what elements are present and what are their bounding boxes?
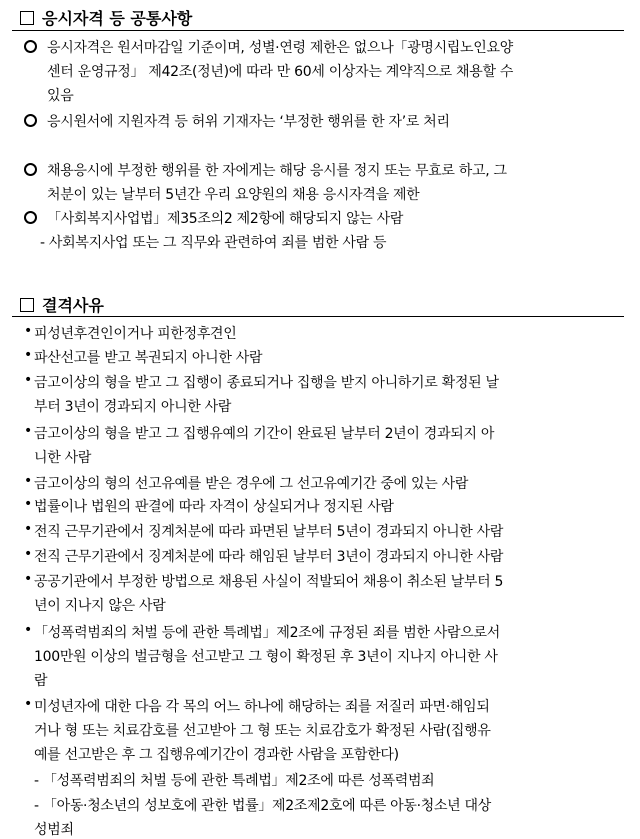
list-item-line: 100만원 이상의 벌금형을 선고받고 그 형이 확정된 후 3년이 지나지 아니한 사 (34, 649, 498, 665)
bullet-dot: • (24, 521, 32, 537)
checkbox-square-icon (20, 298, 34, 312)
list-item-line: 「성폭력범죄의 처벌 등에 관한 특례법」제2조에 규정된 죄를 범한 사람으로서 (34, 625, 500, 641)
list-item-line: 금고이상의 형을 받고 그 집행이 종료되거나 집행을 받지 아니하기로 확정된 날 (34, 375, 499, 391)
sub-line: - 「아동·청소년의 성보호에 관한 법률」제2조제2호에 따른 아동·청소년 대상 (34, 798, 491, 814)
section-heading-common (20, 6, 192, 29)
list-item-line: 부터 3년이 경과되지 아니한 사람 (34, 399, 232, 415)
list-item-line: 공공기관에서 부정한 방법으로 채용된 사실이 적발되어 채용이 취소된 날부터 5 (34, 574, 504, 590)
sub-line: 성범죄 (34, 822, 74, 838)
list-item-line: 니한 사람 (34, 450, 92, 466)
list-item-line: 거나 형 또는 치료감호를 선고받아 그 형 또는 치료감호가 확정된 사람(집행유 (34, 723, 491, 739)
section-title: 응시자격 등 공통사항 (42, 9, 193, 28)
text-line: 처분이 있는 날부터 5년간 우리 요양원의 채용 응시자격을 제한 (47, 187, 420, 203)
circle-bullet-icon (24, 40, 37, 53)
list-item-line: 람 (34, 673, 48, 689)
checkbox-square-icon (20, 11, 34, 25)
list-item-line: 전직 근무기관에서 징계처분에 따라 파면된 날부터 5년이 경과되지 아니한 사람 (34, 524, 504, 540)
section-title: 결격사유 (42, 296, 104, 315)
list-item-line: 전직 근무기관에서 징계처분에 따라 해임된 날부터 3년이 경과되지 아니한 사람 (34, 549, 504, 565)
section-divider (12, 316, 624, 317)
bullet-dot: • (24, 496, 32, 512)
bullet-dot: • (24, 546, 32, 562)
text-line: 응시자격은 원서마감일 기준이며, 성별·연령 제한은 없으나「광명시립노인요양 (47, 40, 513, 56)
sub-line: - 사회복지사업 또는 그 직무와 관련하여 죄를 범한 사람 등 (40, 235, 387, 251)
text-line: 「사회복지사업법」제35조의2 제2항에 해당되지 않는 사람 (47, 211, 404, 227)
circle-bullet-icon (24, 114, 37, 127)
text-line: 채용응시에 부정한 행위를 한 자에게는 해당 응시를 정지 또는 무효로 하고, 그 (47, 163, 507, 179)
list-item-line: 예를 선고받은 후 그 집행유예기간이 경과한 사람을 포함한다) (34, 747, 399, 763)
list-item-line: 금고이상의 형을 받고 그 집행유예의 기간이 완료된 날부터 2년이 경과되지 아 (34, 426, 495, 442)
bullet-dot: • (24, 696, 32, 712)
section-heading-disqualification (20, 293, 104, 316)
bullet-dot: • (24, 372, 32, 388)
text-line: 있음 (47, 88, 74, 104)
section-divider (12, 30, 624, 31)
circle-bullet-icon (24, 163, 37, 176)
list-item-line: 피성년후견인이거나 피한정후견인 (34, 326, 237, 342)
text-line: 센터 운영규정」 제42조(정년)에 따라 만 60세 이상자는 계약직으로 채용할 수 (47, 64, 514, 80)
list-item-line: 금고이상의 형의 선고유예를 받은 경우에 그 선고유예기간 중에 있는 사람 (34, 476, 469, 492)
bullet-dot: • (24, 423, 32, 439)
bullet-dot: • (24, 323, 32, 339)
bullet-dot: • (24, 571, 32, 587)
text-line: 응시원서에 지원자격 등 허위 기재자는 ‘부정한 행위를 한 자’로 처리 (47, 114, 450, 130)
list-item-line: 법률이나 법원의 판결에 따라 자격이 상실되거나 정지된 사람 (34, 499, 394, 515)
bullet-dot: • (24, 622, 32, 638)
sub-line: - 「성폭력범죄의 처벌 등에 관한 특례법」제2조에 따른 성폭력범죄 (34, 773, 435, 789)
list-item-line: 파산선고를 받고 복권되지 아니한 사람 (34, 350, 263, 366)
list-item-line: 미성년자에 대한 다음 각 목의 어느 하나에 해당하는 죄를 저질러 파면·해임되 (34, 699, 490, 715)
circle-bullet-icon (24, 211, 37, 224)
bullet-dot: • (24, 347, 32, 363)
list-item-line: 년이 지나지 않은 사람 (34, 598, 166, 614)
bullet-dot: • (24, 473, 32, 489)
